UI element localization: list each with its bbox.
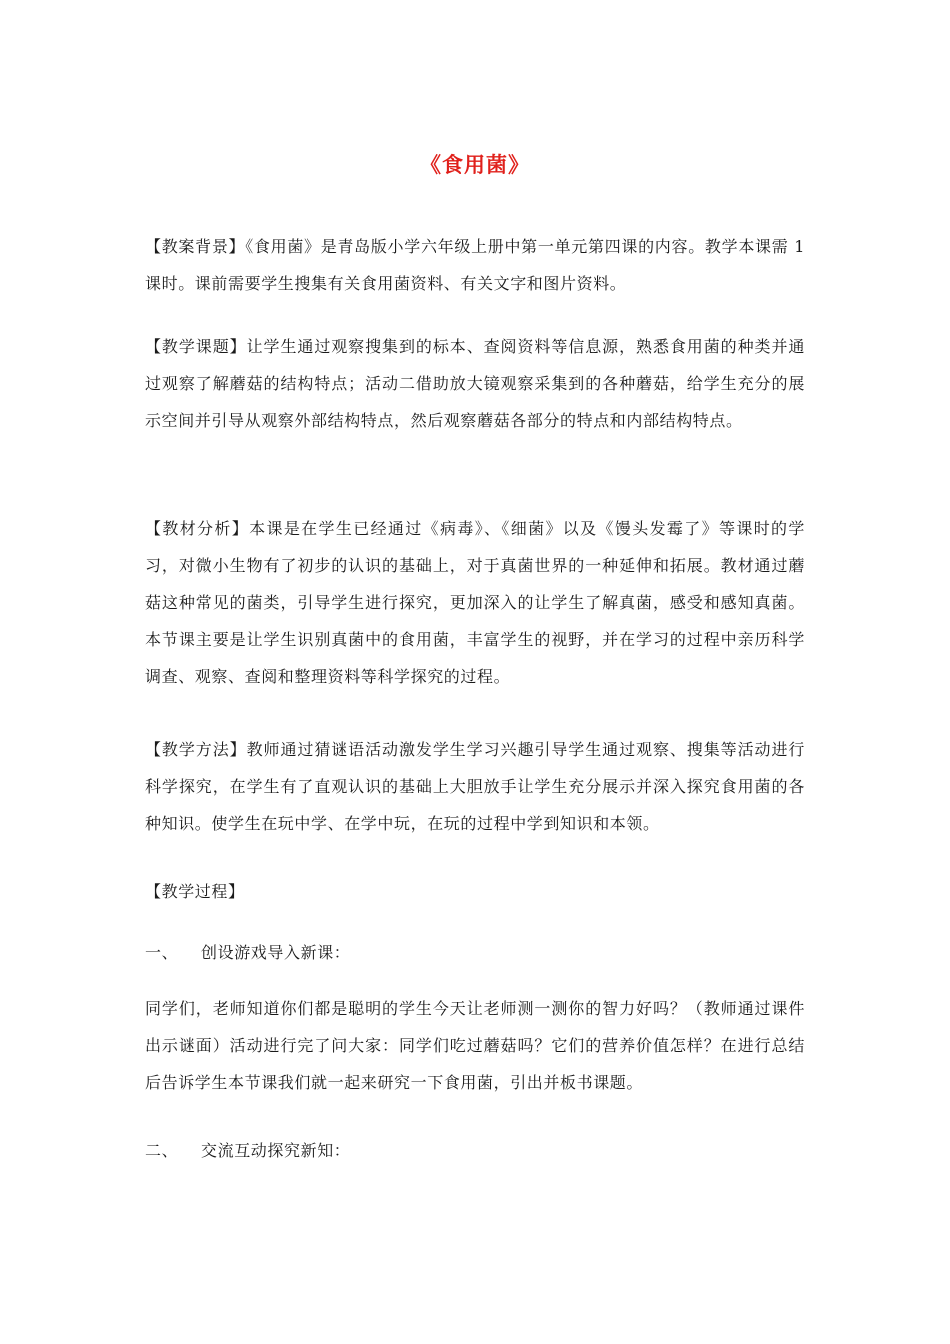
paragraph-background: 【教案背景】《食用菌》是青岛版小学六年级上册中第一单元第四课的内容。教学本课需 1 课时。课前需要学生搜集有关食用菌资料、有关文字和图片资料。: [145, 237, 805, 293]
document-title: 《食用菌》: [420, 152, 530, 177]
paragraph-method: 【教学方法】教师通过猜谜语活动激发学生学习兴趣引导学生通过观察、搜集等活动进行科学探究，在学生有了直观认识的基础上大胆放手让学生充分展示并深入探究食用菌的各种知识。使学生在玩中学、在学中玩，在玩的过程中学到知识和本领。: [145, 740, 805, 833]
process-heading: 【教学过程】: [145, 882, 245, 901]
step-two-heading: [145, 1136, 350, 1166]
paragraph-analysis: 【教材分析】本课是在学生已经通过《病毒》、《细菌》以及《馒头发霉了》等课时的学习，对微小生物有了初步的认识的基础上，对于真菌世界的一种延伸和拓展。教材通过蘑菇这种常见的菌类，引导学生进行探究，更加深入的让学生了解真菌，感受和感知真菌。本节课主要是让学生识别真菌中的食用菌，丰富学生的视野，并在学习的过程中亲历科学调查、观察、查阅和整理资料等科学探究的过程。: [145, 519, 805, 686]
step-one-heading: [145, 938, 350, 968]
paragraph-topic: 【教学课题】让学生通过观察搜集到的标本、查阅资料等信息源，熟悉食用菌的种类并通过观察了解蘑菇的结构特点；活动二借助放大镜观察采集到的各种蘑菇，给学生充分的展示空间并引导从观察外部结构特点，然后观察蘑菇各部分的特点和内部结构特点。: [145, 337, 805, 430]
step-one-text: 创设游戏导入新课：: [201, 943, 351, 962]
step-two-number: 二、: [145, 1141, 179, 1160]
paragraph-step-one: 同学们，老师知道你们都是聪明的学生今天让老师测一测你的智力好吗？（教师通过课件出示谜面）活动进行完了问大家：同学们吃过蘑菇吗？它们的营养价值怎样？在进行总结后告诉学生本节课我们就一起来研究一下食用菌，引出并板书课题。: [145, 999, 805, 1092]
step-two-text: 交流互动探究新知：: [201, 1141, 351, 1160]
step-one-number: 一、: [145, 943, 179, 962]
